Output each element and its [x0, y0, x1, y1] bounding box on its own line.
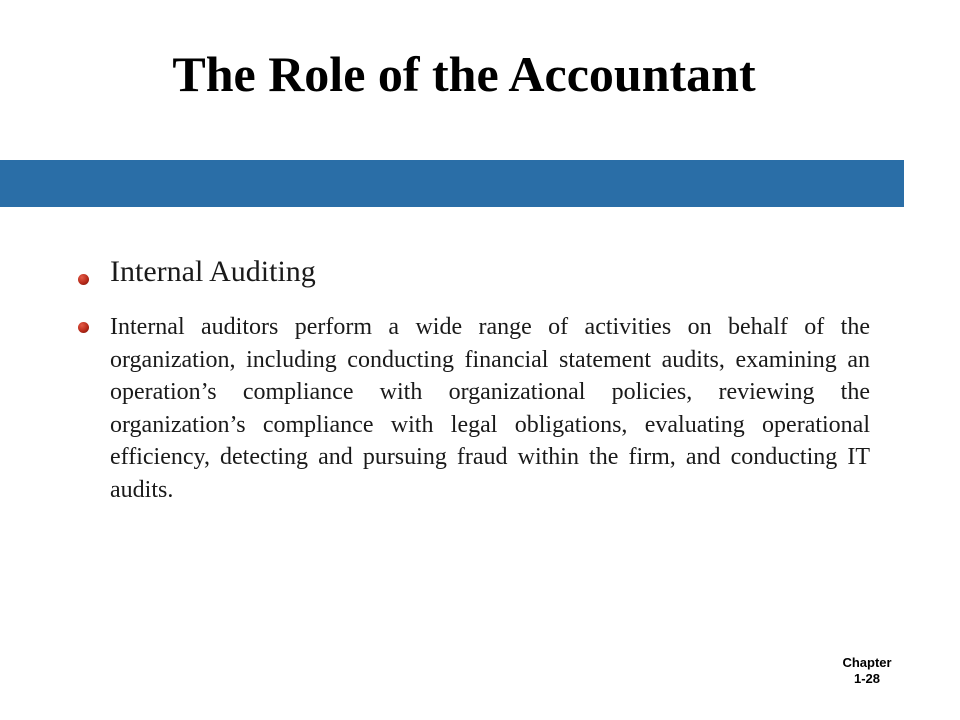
chapter-page-label: [822, 655, 912, 687]
page-number: 1-28: [853, 671, 881, 686]
slide-title: The Role of the Accountant: [172, 46, 756, 102]
bullet-dot-icon: [78, 274, 89, 285]
title-accent-band: [0, 160, 904, 207]
bullet-body-text: Internal auditors perform a wide range of activities on behalf of the organization, including conducting financial statement audits, examining an operation’s compliance with organizational policies, reviewing the organization’s compliance with legal obligations, evaluating operational efficiency, detecting and pursuing fraud within the firm, and conducting IT audits.: [110, 314, 870, 503]
bullet-dot-icon: [78, 322, 89, 333]
bullet-heading: Internal Auditing: [110, 255, 316, 288]
chapter-label: Chapter: [842, 655, 892, 670]
